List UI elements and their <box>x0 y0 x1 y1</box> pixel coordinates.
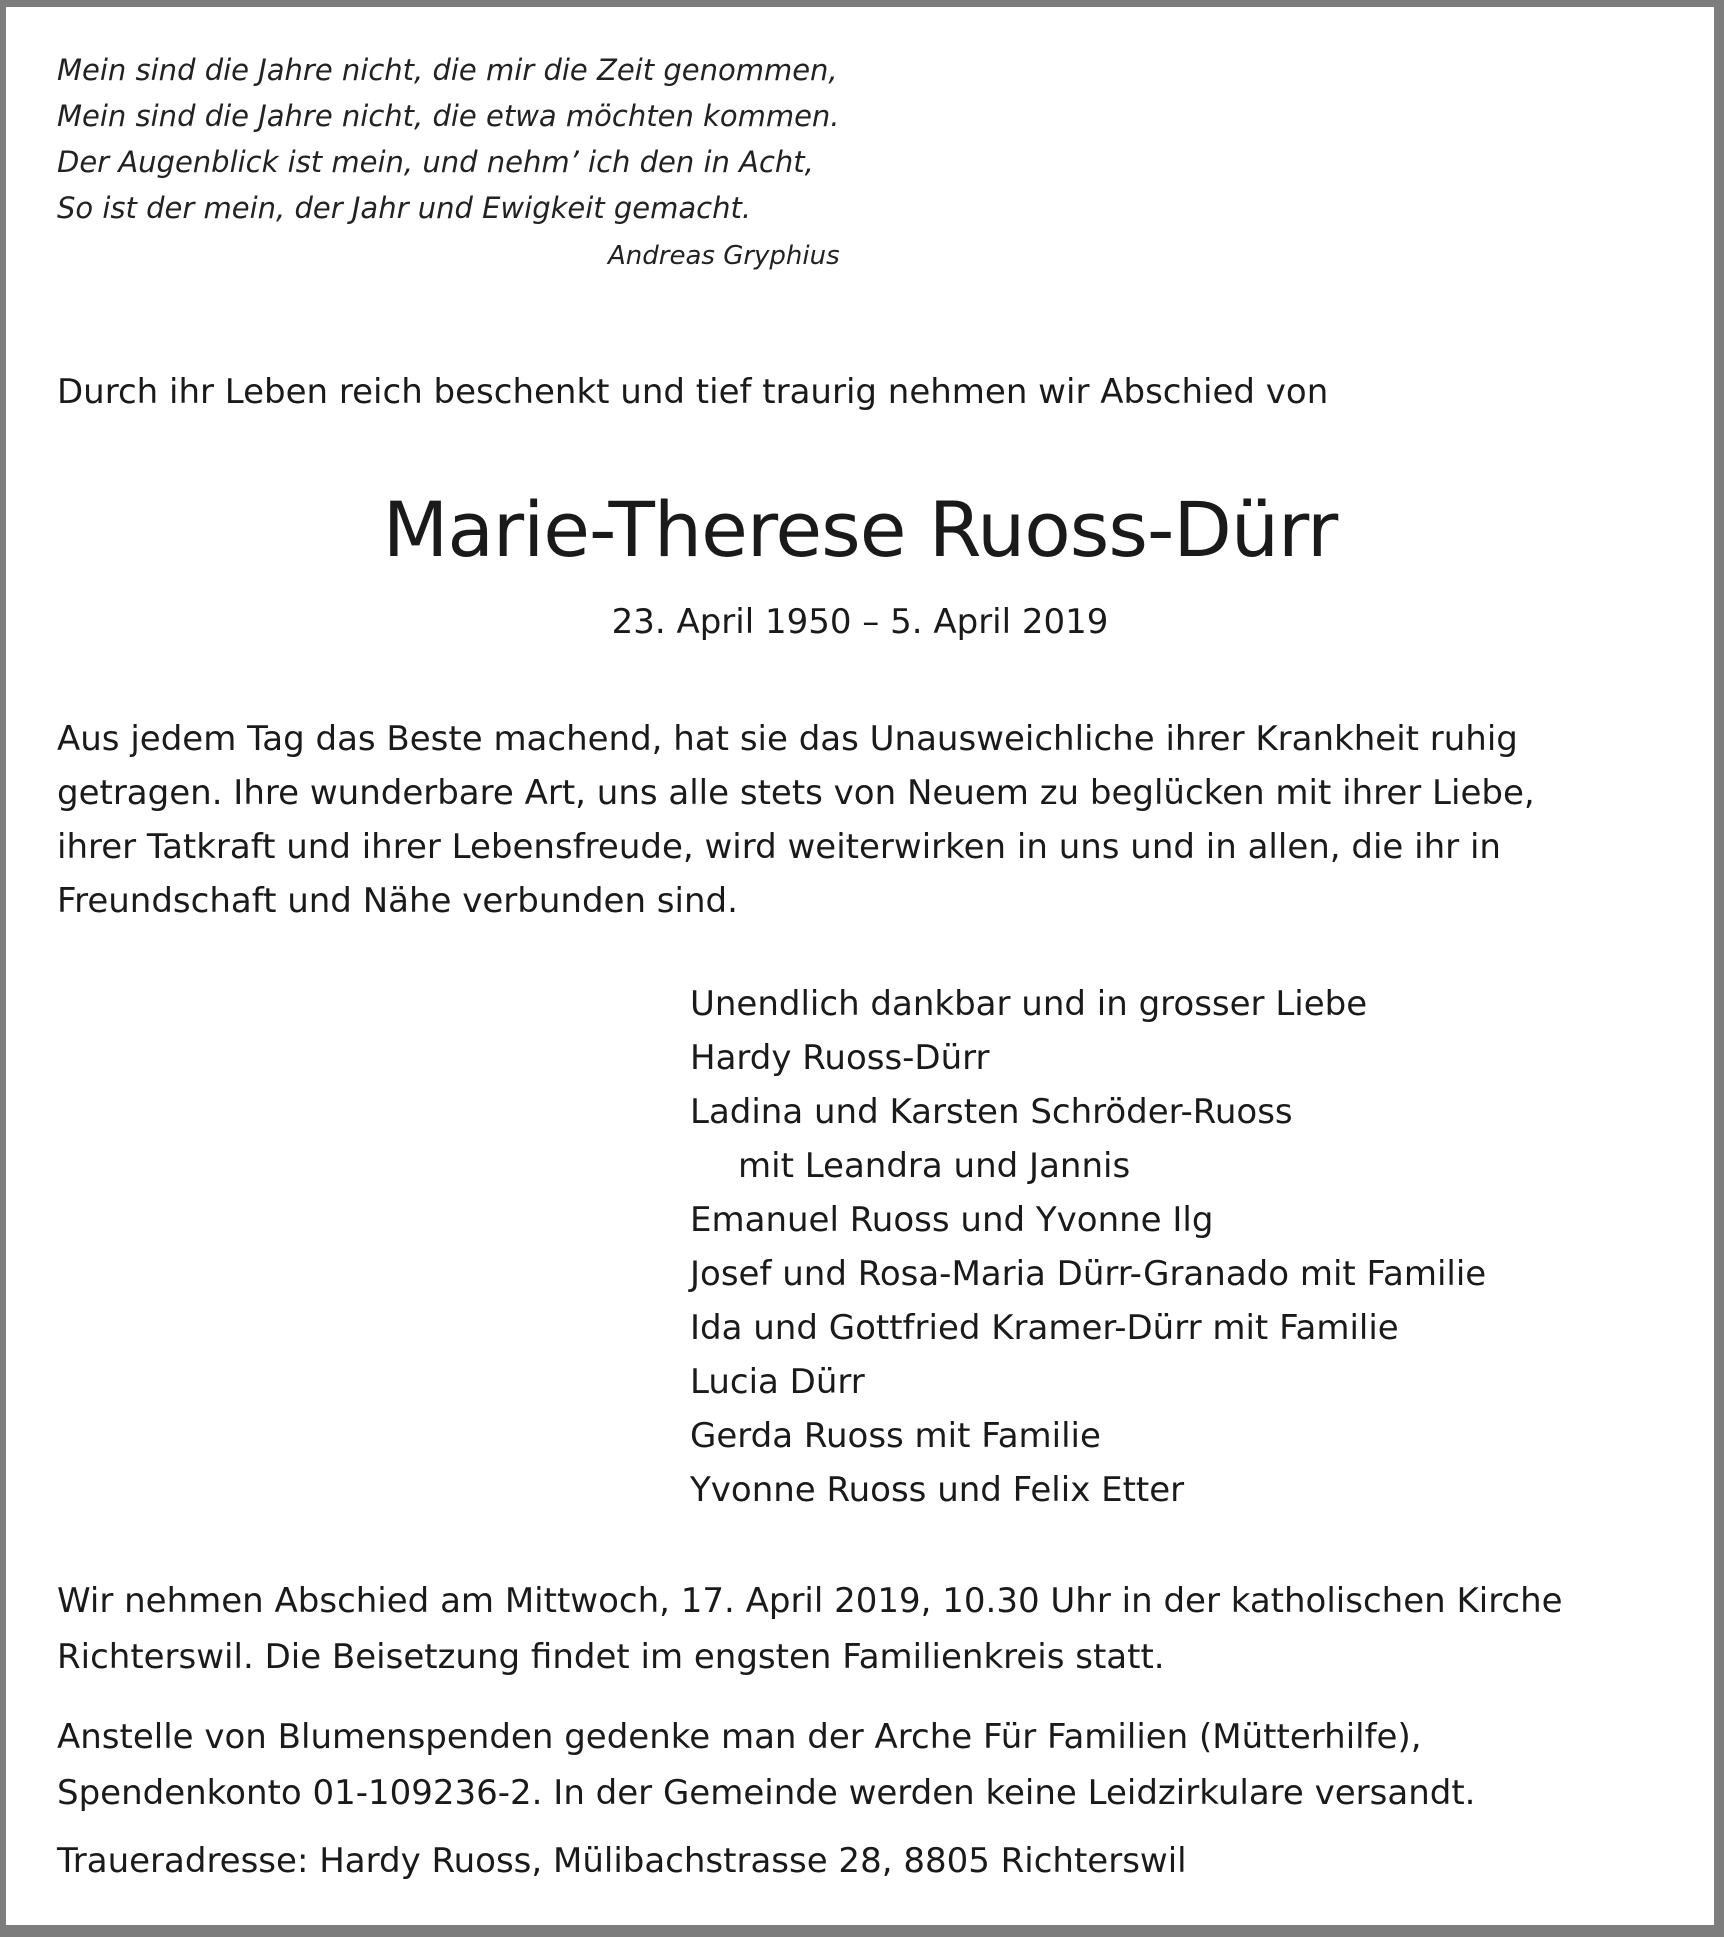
poem-line: So ist der mein, der Jahr und Ewigkeit gemacht. <box>57 191 752 225</box>
tribute-line: ihrer Tatkraft und ihrer Lebensfreude, wird weiterwirken in uns und in allen, die ihr in <box>57 827 1501 867</box>
tribute-paragraph <box>57 712 1535 928</box>
tribute-line: getragen. Ihre wunderbare Art, uns alle stets von Neuem zu beglücken mit ihrer Liebe, <box>57 773 1535 813</box>
life-dates: 23. April 1950 – 5. April 2019 <box>611 602 1109 642</box>
mourners-heading: Unendlich dankbar und in grosser Liebe <box>690 984 1368 1024</box>
mourner-entry: Josef und Rosa-Maria Dürr-Granado mit Familie <box>690 1254 1487 1294</box>
obituary-notice <box>6 7 1714 1925</box>
poem-line: Mein sind die Jahre nicht, die etwa möchten kommen. <box>57 99 840 133</box>
mourner-entry: Gerda Ruoss mit Familie <box>690 1416 1101 1456</box>
poem-line: Mein sind die Jahre nicht, die mir die Zeit genommen, <box>57 53 838 87</box>
service-info <box>57 1573 1563 1685</box>
tribute-line: Aus jedem Tag das Beste machend, hat sie das Unausweichliche ihrer Krankheit ruhig <box>57 719 1518 759</box>
mourner-entry: Emanuel Ruoss und Yvonne Ilg <box>690 1200 1214 1240</box>
mourner-entry: Ida und Gottfried Kramer-Dürr mit Familie <box>690 1308 1399 1348</box>
deceased-name: Marie-Therese Ruoss-Dürr <box>382 485 1338 574</box>
mourner-entry: Hardy Ruoss-Dürr <box>690 1038 990 1078</box>
mourner-entry: mit Leandra und Jannis <box>738 1146 1131 1186</box>
mourner-entry: Ladina und Karsten Schröder-Ruoss <box>690 1092 1293 1132</box>
poem-author: Andreas Gryphius <box>608 241 840 271</box>
poem-block <box>57 47 840 279</box>
mourning-address: Traueradresse: Hardy Ruoss, Mülibachstrasse 28, 8805 Richterswil <box>57 1841 1187 1881</box>
tribute-line: Freundschaft und Nähe verbunden sind. <box>57 881 738 921</box>
donation-line: Anstelle von Blumenspenden gedenke man der Arche Für Familien (Mütterhilfe), <box>57 1717 1422 1757</box>
intro-text: Durch ihr Leben reich beschenkt und tief traurig nehmen wir Abschied von <box>57 372 1329 412</box>
mourner-entry: Yvonne Ruoss und Felix Etter <box>690 1470 1185 1510</box>
donation-line: Spendenkonto 01-109236-2. In der Gemeinde werden keine Leidzirkulare versandt. <box>57 1773 1476 1813</box>
service-line: Wir nehmen Abschied am Mittwoch, 17. April 2019, 10.30 Uhr in der katholischen Kirche <box>57 1581 1563 1621</box>
mourner-entry: Lucia Dürr <box>690 1362 865 1402</box>
mourners-list <box>690 977 1486 1517</box>
donation-info <box>57 1709 1475 1821</box>
poem-line: Der Augenblick ist mein, und nehm’ ich den in Acht, <box>57 145 814 179</box>
service-line: Richterswil. Die Beisetzung findet im engsten Familienkreis statt. <box>57 1637 1165 1677</box>
